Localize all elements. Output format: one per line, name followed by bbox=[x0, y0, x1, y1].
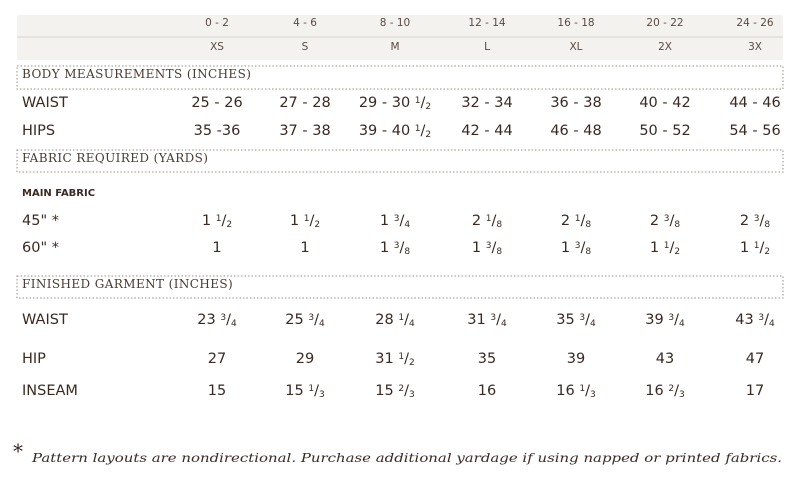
table-cell: 46 - 48 bbox=[550, 123, 602, 139]
table-cell: 39 - 40 $^1$/2 bbox=[358, 123, 432, 140]
size-letter-label: L bbox=[484, 41, 490, 53]
row-label: HIP bbox=[22, 351, 46, 367]
table-cell: 2 $^1$/8 bbox=[560, 213, 592, 230]
table-cell: 23 $^3$/4 bbox=[197, 312, 237, 329]
table-cell: 15 bbox=[207, 383, 227, 399]
table-cell: 27 bbox=[207, 351, 227, 367]
row-label: 45" * bbox=[22, 213, 59, 229]
table-row bbox=[22, 383, 764, 400]
table-cell: 15 $^1$/3 bbox=[285, 383, 325, 400]
table-row bbox=[22, 240, 770, 257]
table-cell: 43 bbox=[655, 351, 675, 367]
row-label: WAIST bbox=[22, 312, 68, 328]
table-cell: 32 - 34 bbox=[461, 95, 513, 111]
table-cell: 35 -36 bbox=[193, 123, 241, 139]
footnote-text: Pattern layouts are nondirectional. Purchase additional yardage if using napped or printed fabrics. bbox=[30, 450, 782, 465]
size-range-label: 20 - 22 bbox=[646, 17, 684, 29]
section-title: BODY MEASUREMENTS (INCHES) bbox=[22, 67, 252, 81]
table-cell: 47 bbox=[745, 351, 765, 367]
table-cell: 25 $^3$/4 bbox=[285, 312, 325, 329]
row-label: HIPS bbox=[22, 123, 56, 139]
size-letter-label: XS bbox=[210, 41, 224, 53]
table-cell: 1 $^1$/2 bbox=[649, 240, 681, 257]
row-label: WAIST bbox=[22, 95, 68, 111]
table-cell: 1 bbox=[212, 240, 222, 256]
table-cell: 16 $^1$/3 bbox=[556, 383, 596, 400]
table-cell: 44 - 46 bbox=[729, 95, 781, 111]
table-cell: 2 $^1$/8 bbox=[471, 213, 503, 230]
table-cell: 2 $^3$/8 bbox=[739, 213, 771, 230]
table-cell: 2 $^3$/8 bbox=[649, 213, 681, 230]
table-row bbox=[22, 213, 770, 230]
table-cell: 50 - 52 bbox=[639, 123, 691, 139]
table-cell: 37 - 38 bbox=[279, 123, 331, 139]
table-cell: 1 $^3$/8 bbox=[560, 240, 592, 257]
table-cell: 15 $^2$/3 bbox=[375, 383, 415, 400]
footnote-marker: * bbox=[13, 439, 23, 463]
table-cell: 54 - 56 bbox=[729, 123, 781, 139]
size-range-label: 4 - 6 bbox=[293, 17, 317, 29]
table-cell: 35 bbox=[477, 351, 497, 367]
table-row bbox=[22, 123, 781, 140]
table-cell: 1 $^1$/2 bbox=[201, 213, 233, 230]
size-range-label: 0 - 2 bbox=[205, 17, 229, 29]
table-cell: 29 - 30 $^1$/2 bbox=[358, 95, 432, 112]
table-cell: 25 - 26 bbox=[191, 95, 243, 111]
table-cell: 36 - 38 bbox=[550, 95, 602, 111]
table-cell: 1 $^1$/2 bbox=[289, 213, 321, 230]
size-range-label: 24 - 26 bbox=[736, 17, 774, 29]
row-label: INSEAM bbox=[22, 383, 78, 399]
table-row bbox=[22, 351, 764, 368]
table-row bbox=[22, 95, 781, 112]
table-cell: 1 bbox=[300, 240, 310, 256]
size-letter-label: M bbox=[390, 41, 400, 53]
table-cell: 1 $^3$/8 bbox=[471, 240, 503, 257]
table-cell: 39 bbox=[566, 351, 586, 367]
table-cell: 43 $^3$/4 bbox=[735, 312, 775, 329]
section-subheading: MAIN FABRIC bbox=[22, 188, 96, 199]
table-cell: 42 - 44 bbox=[461, 123, 513, 139]
table-cell: 31 $^1$/2 bbox=[375, 351, 415, 368]
table-cell: 40 - 42 bbox=[639, 95, 691, 111]
table-cell: 31 $^3$/4 bbox=[467, 312, 507, 329]
table-cell: 35 $^3$/4 bbox=[556, 312, 596, 329]
table-cell: 27 - 28 bbox=[279, 95, 331, 111]
table-cell: 16 bbox=[477, 383, 497, 399]
table-cell: 1 $^1$/2 bbox=[739, 240, 771, 257]
table-cell: 17 bbox=[745, 383, 765, 399]
size-range-label: 16 - 18 bbox=[557, 17, 595, 29]
size-range-label: 12 - 14 bbox=[468, 17, 506, 29]
table-row bbox=[22, 312, 775, 329]
section-title: FINISHED GARMENT (INCHES) bbox=[22, 277, 234, 291]
table-cell: 29 bbox=[295, 351, 315, 367]
table-cell: 39 $^3$/4 bbox=[645, 312, 685, 329]
size-letter-label: S bbox=[301, 41, 309, 53]
size-letter-label: 3X bbox=[748, 41, 762, 53]
size-range-label: 8 - 10 bbox=[379, 17, 411, 29]
size-letter-label: XL bbox=[569, 41, 583, 53]
row-label: 60" * bbox=[22, 240, 59, 256]
table-cell: 28 $^1$/4 bbox=[375, 312, 415, 329]
table-cell: 1 $^3$/4 bbox=[379, 213, 411, 230]
section-title: FABRIC REQUIRED (YARDS) bbox=[22, 151, 209, 165]
table-cell: 16 $^2$/3 bbox=[645, 383, 685, 400]
size-letter-label: 2X bbox=[658, 41, 672, 53]
table-cell: 1 $^3$/8 bbox=[379, 240, 411, 257]
